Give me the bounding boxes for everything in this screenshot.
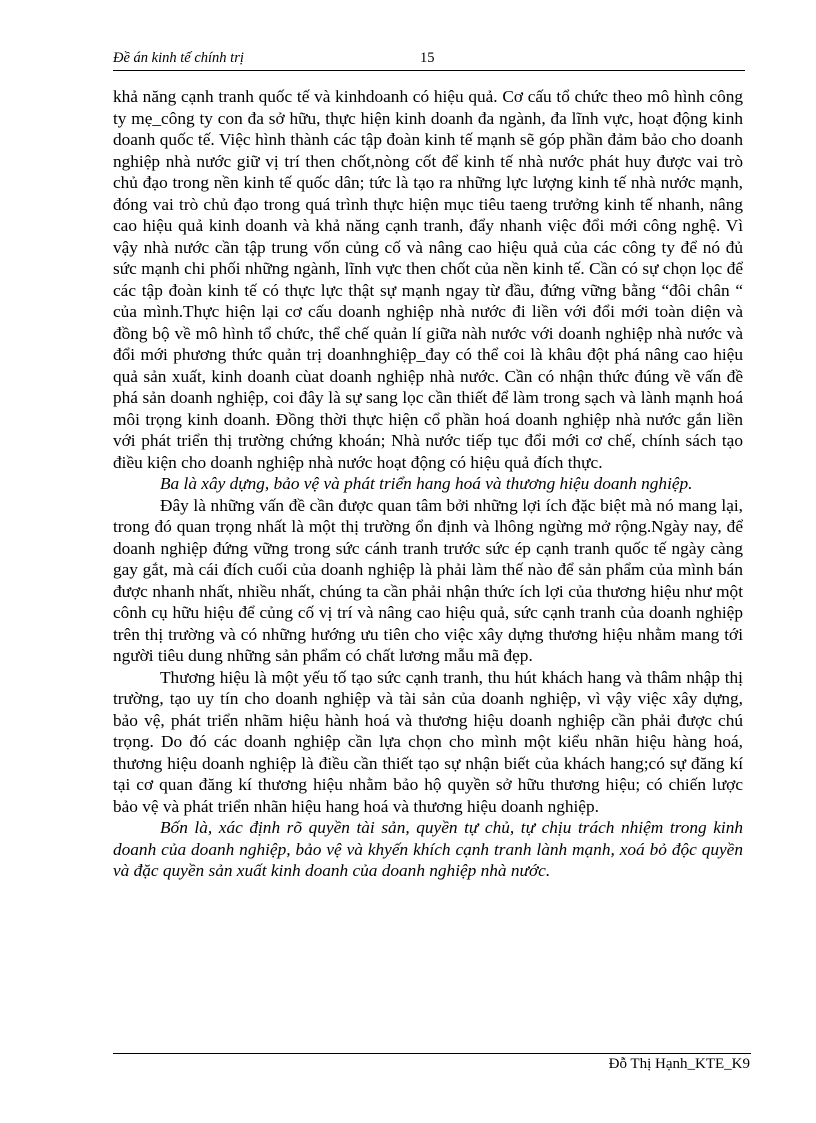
footer-author: Đỗ Thị Hạnh_KTE_K9 <box>608 1056 750 1072</box>
section-heading-bon-la: Bốn là, xác định rõ quyền tài sản, quyền tự chủ, tự chịu trách nhiệm trong kinh doanh của doanh nghiệp, bảo vệ và khyến khích cạnh tranh lành mạnh, xoá bỏ độc quyền và đặc quyền sản xuất kinh doanh của doanh nghiệp nhà nước. <box>113 818 743 880</box>
page-number: 15 <box>420 50 435 66</box>
header-title: Đề án kinh tế chính trị <box>113 50 244 66</box>
document-body <box>113 86 743 882</box>
paragraph: Thương hiệu là một yếu tố tạo sức cạnh tranh, thu hút khách hang và thâm nhập thị trường, tạo uy tín cho doanh nghiệp và tài sản của doanh nghiệp, vì vậy việc xây dựng, bảo vệ, phát triển nhãm hiệu hành hoá và thương hiệu doanh nghiệp cần phải được chú trọng. Do đó các doanh nghiệp cần lựa chọn cho mình một kiểu nhãn hiệu hàng hoá, thương hiệu doanh nghiệp là điều cần thiết tạo sự nhận biết của khách hang;có sự đăng kí tại cơ quan đăng kí thương hiệu nhằm bảo hộ quyền sở hữu thương hiệu; có chiến lược bảo vệ và phát triển nhãn hiệu hang hoá và thương hiệu doanh nghiệp. <box>113 667 743 816</box>
footer-divider <box>113 1053 751 1054</box>
section-heading-ba-la: Ba là xây dựng, bảo vệ và phát triển hang hoá và thương hiệu doanh nghiệp. <box>160 474 693 493</box>
page-header <box>113 50 745 71</box>
paragraph: Đây là những vấn đề cần được quan tâm bởi những lợi ích đặc biệt mà nó mang lại, trong đó quan trọng nhất là một thị trường ổn định và lhông ngừng mở rộng.Ngày nay, để doanh nghiệp đứng vững trong sức cánh tranh trước sức ép cạnh tranh quốc tế ngày càng gay gắt, mà cái đích cuối của doanh nghiệp là phải làm thế nào để sản phẩm của mình bán được nhanh nhất, nhiều nhất, chúng ta cần phải nhận thức ích lợi của thương hiệu như một cônh cụ hữu hiệu để củng cố vị trí và nâng cao hiệu quả, sức cạnh tranh của doanh nghiệp trên thị trường và có những hướng ưu tiên cho việc xây dựng thương hiệu nhằm mang tới người tiêu dung những sản phẩm có chất lương mẫu mã đẹp. <box>113 495 743 665</box>
paragraph-continuation: khả năng cạnh tranh quốc tế và kinhdoanh có hiệu quả. Cơ cấu tổ chức theo mô hình công ty mẹ_công ty con đa sở hữu, thực hiện kinh doanh đa ngành, đa lĩnh vực, hoạt động kinh doanh quốc tế. Việc hình thành các tập đoàn kinh tế mạnh sẽ góp phần đảm bảo cho doanh nghiệp nhà nước giữ vị trí then chốt,nòng cốt để kinh tế nhà nước phát huy được vai trò chủ đạo trong nền kinh tế quốc dân; tức là tạo ra những lực lượng kinh tế nhà nước mạnh, đóng vai trò chủ đạo trong quá trình thực hiện mục tiêu taeng trưởng kinh tế nhanh, nâng cao hiệu quả kinh doanh và khả năng cạnh tranh, đẩy nhanh việc đổi mới công nghệ. Vì vậy nhà nước cần tập trung vốn củng cố và nâng cao hiệu quả của các công ty để nó đủ sức mạnh chi phối những ngành, lĩnh vực then chốt của nền kinh tế. Cần có sự chọn lọc để các tập đoàn kinh tế có thực lực thật sự mạnh ngay từ đầu, đứng vững bằng “đôi chân “ của mình.Thực hiện lại cơ cấu doanh nghiệp nhà nước đi liền với đổi mới toàn diện và đồng bộ về mô hình tổ chức, thể chế quản lí giữa nàh nước với doanh nghiệp nhà nước và đổi mới phương thức quản trị doanhnghiệp_đay có thể coi là khâu đột phá nâng cao hiệu quả sản xuất, kinh doanh cùat doanh nghiệp nhà nước. Cần có nhận thức đúng về vấn đề phá sản doanh nghiệp, coi đây là sự sang lọc cần thiết để làm trong sạch và lành mạnh hoá môi trọng kinh doanh. Đồng thời thực hiện cổ phần hoá doanh nghiệp nhà nước gắn liền với phát triển thị trường chứng khoán; Nhà nước tiếp tục đổi mới cơ chế, chính sách tạo điều kiện cho doanh nghiệp nhà nước hoạt động có hiệu quả đích thực. <box>113 87 743 472</box>
